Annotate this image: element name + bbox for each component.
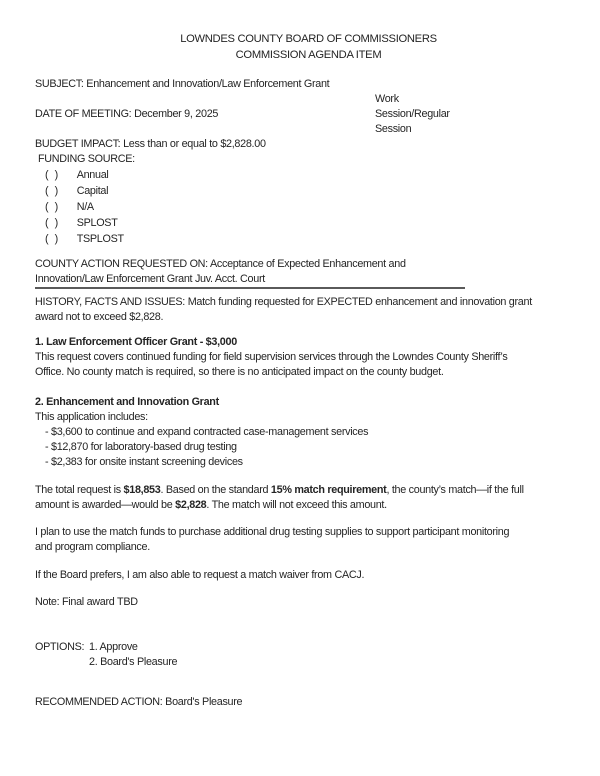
section-2-intro: This application includes: [35,411,148,423]
section-1-body: This request covers continued funding for field supervision services through the Lowndes County Sheriff’s Office. No county match is required, so there is no anticipated impact on the county budget. [35,351,508,378]
funding-option-label: TSPLOST [76,233,124,245]
funding-option-capital [45,183,582,199]
history-facts-issues-paragraph: HISTORY, FACTS AND ISSUES: Match funding requested for EXPECTED enhancement and innovation grant award not to exceed $2,828. [35,296,532,323]
funding-option-label: SPLOST [76,217,118,229]
session-line-1: Work [375,93,399,105]
funding-source-label: FUNDING SOURCE: [38,153,135,165]
title-line-2: COMMISSION AGENDA ITEM [235,49,382,61]
county-action-line-2-underlined: Innovation/Law Enforcement Grant Juv. Acct. Court [35,272,465,289]
county-action-requested [35,257,582,289]
funding-option-label: N/A [76,201,94,213]
section-enhancement-innovation-grant [35,395,582,470]
funding-option-annual [45,167,582,183]
funding-option-label: Annual [76,169,109,181]
funding-option-tsplost [45,231,582,247]
budget-impact-line: BUDGET IMPACT: Less than or equal to $2,828.00 [35,138,266,150]
funding-source-options [35,167,582,247]
checkbox-empty: ( ) [45,169,60,181]
option-boards-pleasure: 2. Board's Pleasure [89,656,178,668]
checkbox-empty: ( ) [45,233,60,245]
spacer [35,92,582,107]
section-law-enforcement-grant [35,335,582,380]
checkbox-empty: ( ) [45,201,60,213]
funding-option-label: Capital [76,185,109,197]
session-line-3: Session [375,123,412,135]
checkbox-empty: ( ) [45,217,60,229]
match-funds-plan-paragraph: I plan to use the match funds to purchase additional drug testing supplies to support participant monitoring and program compliance. [35,526,510,553]
subject-line: SUBJECT: Enhancement and Innovation/Law Enforcement Grant [35,78,330,90]
document-header-fields [35,77,582,167]
session-line-2: Session/Regular [375,108,450,120]
checkbox-empty: ( ) [45,185,60,197]
option-approve: 1. Approve [89,641,138,653]
final-award-note: Note: Final award TBD [35,596,138,608]
match-waiver-paragraph: If the Board prefers, I am also able to request a match waiver from CACJ. [35,569,365,581]
funding-option-na [45,199,582,215]
section-1-heading: 1. Law Enforcement Officer Grant - $3,000 [35,336,237,348]
title-line-1: LOWNDES COUNTY BOARD OF COMMISSIONERS [180,33,437,45]
date-of-meeting-line: DATE OF MEETING: December 9, 2025 [35,108,219,120]
options-list [35,640,582,670]
section-2-heading: 2. Enhancement and Innovation Grant [35,396,219,408]
options-label: OPTIONS: [35,641,85,653]
total-request-paragraph: The total request is $18,853. Based on the standard 15% match requirement, the county’s match—if the full amount is awarded—would be $2,828. The match will not exceed this amount. [35,484,524,511]
funding-option-splost [45,215,582,231]
session-type-note [375,92,495,137]
options-row-1 [35,640,582,655]
document-title [35,31,582,63]
spacer [35,122,582,137]
county-action-line-1: COUNTY ACTION REQUESTED ON: Acceptance of Expected Enhancement and [35,258,406,270]
recommended-action-line: RECOMMENDED ACTION: Board's Pleasure [35,696,243,708]
section-2-bullet-list: - $3,600 to continue and expand contracted case-management services - $12,870 for laboratory-based drug testing - $2,383 for onsite instant screening devices [45,426,369,468]
